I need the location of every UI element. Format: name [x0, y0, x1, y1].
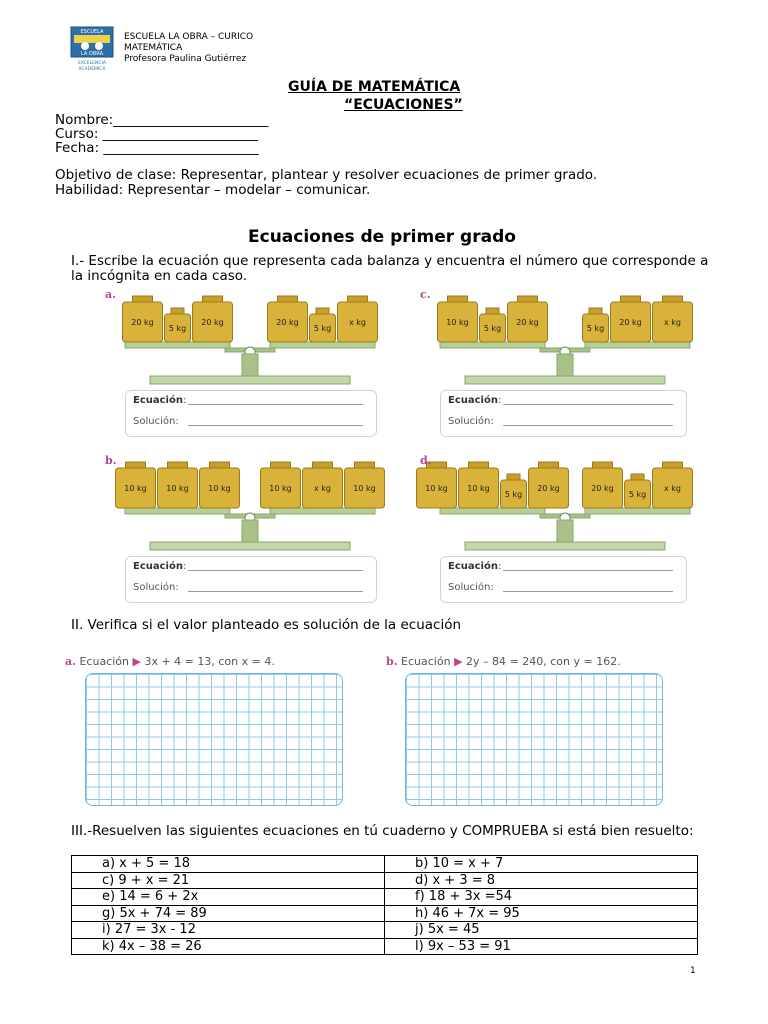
weight-handle: [663, 462, 683, 468]
base: [465, 376, 665, 384]
school-name: ESCUELA LA OBRA – CURICO: [124, 32, 254, 42]
weight-label: x kg: [664, 484, 681, 493]
ecuacion-row: Ecuación:: [448, 395, 502, 406]
weight-handle: [168, 462, 188, 468]
page-number: 1: [690, 966, 696, 976]
answer-box: [125, 556, 377, 603]
balance-2: [435, 290, 695, 390]
verify-label: Ecuación: [401, 655, 451, 668]
verify-item-b: [386, 655, 621, 668]
weight-label: 5 kg: [168, 324, 187, 333]
habilidad-text: Habilidad: Representar – modelar – comunicar.: [55, 182, 371, 198]
verify-label: Ecuación: [79, 655, 129, 668]
teacher-name: Profesora Paulina Gutiérrez: [124, 54, 247, 64]
verify-item-a: [65, 655, 275, 668]
school-logo: [70, 26, 114, 72]
table-row: [72, 872, 698, 889]
equation-cell: e) 14 = 6 + 2x: [72, 889, 385, 906]
work-grid-a[interactable]: [85, 673, 343, 806]
weight-label: 20 kg: [591, 484, 614, 493]
answer-box: [440, 556, 687, 603]
weight-label: 20 kg: [201, 318, 224, 327]
ecuacion-row: Ecuación:: [133, 395, 187, 406]
page-title: GUÍA DE MATEMÁTICA: [288, 79, 461, 95]
weight-label: 5 kg: [483, 324, 502, 333]
weight-handle: [593, 462, 613, 468]
solucion-input-line[interactable]: [188, 425, 363, 426]
balance-scale-illustration: [120, 290, 380, 390]
weight-label: 5 kg: [628, 490, 647, 499]
right-pan: [270, 508, 375, 514]
table-row: [72, 856, 698, 873]
stand: [557, 354, 573, 376]
weight-handle: [589, 308, 602, 314]
base: [150, 376, 350, 384]
equation-cell: c) 9 + x = 21: [72, 872, 385, 889]
balance-1: [120, 290, 380, 390]
balance-3: [120, 456, 380, 556]
weight-label: 20 kg: [537, 484, 560, 493]
ecuacion-label: Ecuación: [448, 561, 498, 572]
equations-table: [71, 855, 698, 955]
answer-box: [440, 390, 687, 437]
weight-label: 10 kg: [353, 484, 376, 493]
base: [465, 542, 665, 550]
weight-handle: [316, 308, 329, 314]
arrow-icon: ▶: [454, 655, 463, 668]
weight-label: 10 kg: [124, 484, 147, 493]
part3-instruction: III.-Resuelven las siguientes ecuaciones en tú cuaderno y COMPRUEBA si está bien resuelto:: [71, 823, 694, 839]
ecuacion-input-line[interactable]: [188, 404, 363, 405]
weight-handle: [126, 462, 146, 468]
left-pan: [440, 342, 545, 348]
objectives: [55, 168, 597, 198]
balance-letter: c.: [420, 288, 431, 301]
curso-field[interactable]: Curso: _______________________: [55, 126, 258, 142]
equation-cell: i) 27 = 3x - 12: [72, 922, 385, 939]
fecha-field[interactable]: Fecha: _______________________: [55, 140, 259, 156]
balance-scale-illustration: [120, 456, 380, 556]
equation-cell: a) x + 5 = 18: [72, 856, 385, 873]
ecuacion-input-line[interactable]: [188, 570, 363, 571]
solucion-input-line[interactable]: [503, 425, 673, 426]
equation-cell: g) 5x + 74 = 89: [72, 905, 385, 922]
right-pan: [585, 342, 690, 348]
weight-label: 20 kg: [619, 318, 642, 327]
ecuacion-row: Ecuación:: [448, 561, 502, 572]
balance-letter: b.: [105, 454, 117, 467]
weight-label: 5 kg: [586, 324, 605, 333]
weight-label: 20 kg: [276, 318, 299, 327]
weight-label: x kg: [664, 318, 681, 327]
weight-handle: [621, 296, 641, 302]
left-pan: [125, 508, 230, 514]
table-row: [72, 905, 698, 922]
left-pan: [125, 342, 230, 348]
stand: [242, 354, 258, 376]
student-fields: [55, 113, 268, 155]
weight-handle: [539, 462, 559, 468]
balance-letter: d.: [420, 454, 432, 467]
weight-handle: [663, 296, 683, 302]
table-row: [72, 922, 698, 939]
balance-4: [425, 456, 695, 556]
balance-scale-illustration: [435, 290, 695, 390]
weight-handle: [518, 296, 538, 302]
weight-handle: [507, 474, 520, 480]
equation-cell: h) 46 + 7x = 95: [385, 905, 698, 922]
weight-label: 5 kg: [504, 490, 523, 499]
weight-label: 10 kg: [208, 484, 231, 493]
svg-text:LA OBRA: LA OBRA: [81, 51, 103, 57]
weight-handle: [133, 296, 153, 302]
svg-text:ESCUELA: ESCUELA: [80, 29, 104, 35]
nombre-field[interactable]: Nombre:_______________________: [55, 112, 269, 128]
ecuacion-label: Ecuación: [133, 561, 183, 572]
weight-handle: [355, 462, 375, 468]
equation-cell: k) 4x – 38 = 26: [72, 938, 385, 955]
solucion-input-line[interactable]: [188, 591, 363, 592]
stand: [242, 520, 258, 542]
weight-handle: [448, 296, 468, 302]
base: [150, 542, 350, 550]
ecuacion-input-line[interactable]: [503, 404, 673, 405]
ecuacion-label: Ecuación: [133, 395, 183, 406]
work-grid-b[interactable]: [405, 673, 663, 806]
equation-cell: b) 10 = x + 7: [385, 856, 698, 873]
weight-label: 5 kg: [313, 324, 332, 333]
weight-handle: [469, 462, 489, 468]
solucion-label: Solución:: [448, 416, 494, 427]
equation-cell: d) x + 3 = 8: [385, 872, 698, 889]
weight-handle: [271, 462, 291, 468]
stand: [557, 520, 573, 542]
verify-equation: 2y – 84 = 240, con y = 162.: [466, 655, 621, 668]
section-title: Ecuaciones de primer grado: [248, 227, 516, 247]
arrow-icon: ▶: [132, 655, 141, 668]
balance-scale-illustration: [425, 456, 695, 556]
school-header: [124, 32, 253, 65]
page-subtitle: “ECUACIONES”: [344, 97, 463, 113]
equation-cell: f) 18 + 3x =54: [385, 889, 698, 906]
svg-text:EXCELENCIA: EXCELENCIA: [78, 61, 106, 66]
weight-label: 10 kg: [425, 484, 448, 493]
subject-name: MATEMÁTICA: [124, 43, 183, 53]
weight-label: 20 kg: [516, 318, 539, 327]
verify-equation: 3x + 4 = 13, con x = 4.: [144, 655, 275, 668]
weight-handle: [203, 296, 223, 302]
right-pan: [585, 508, 690, 514]
answer-box: [125, 390, 377, 437]
weight-handle: [631, 474, 644, 480]
balance-letter: a.: [105, 288, 116, 301]
weight-label: x kg: [314, 484, 331, 493]
weight-label: x kg: [349, 318, 366, 327]
part1-instruction: I.- Escribe la ecuación que representa cada balanza y encuentra el número que corresponde a la incógnita en cada caso.: [71, 253, 709, 284]
ecuacion-input-line[interactable]: [503, 570, 673, 571]
weight-handle: [171, 308, 184, 314]
solucion-label: Solución:: [448, 582, 494, 593]
verify-letter: a.: [65, 655, 76, 668]
weight-handle: [486, 308, 499, 314]
verify-letter: b.: [386, 655, 398, 668]
weight-label: 20 kg: [131, 318, 154, 327]
solucion-label: Solución:: [133, 582, 179, 593]
equation-cell: j) 5x = 45: [385, 922, 698, 939]
weight-label: 10 kg: [467, 484, 490, 493]
weight-label: 10 kg: [446, 318, 469, 327]
svg-text:ACADÉMICA: ACADÉMICA: [78, 67, 106, 72]
right-pan: [270, 342, 375, 348]
weight-handle: [313, 462, 333, 468]
weight-handle: [278, 296, 298, 302]
table-row: [72, 889, 698, 906]
objetivo-text: Objetivo de clase: Representar, plantear y resolver ecuaciones de primer grado.: [55, 167, 598, 183]
part2-instruction: II. Verifica si el valor planteado es solución de la ecuación: [71, 617, 462, 633]
table-row: [72, 938, 698, 955]
solucion-label: Solución:: [133, 416, 179, 427]
ecuacion-row: Ecuación:: [133, 561, 187, 572]
weight-handle: [348, 296, 368, 302]
equation-cell: l) 9x – 53 = 91: [385, 938, 698, 955]
left-pan: [440, 508, 545, 514]
ecuacion-label: Ecuación: [448, 395, 498, 406]
weight-label: 10 kg: [166, 484, 189, 493]
solucion-input-line[interactable]: [503, 591, 673, 592]
weight-label: 10 kg: [269, 484, 292, 493]
weight-handle: [210, 462, 230, 468]
